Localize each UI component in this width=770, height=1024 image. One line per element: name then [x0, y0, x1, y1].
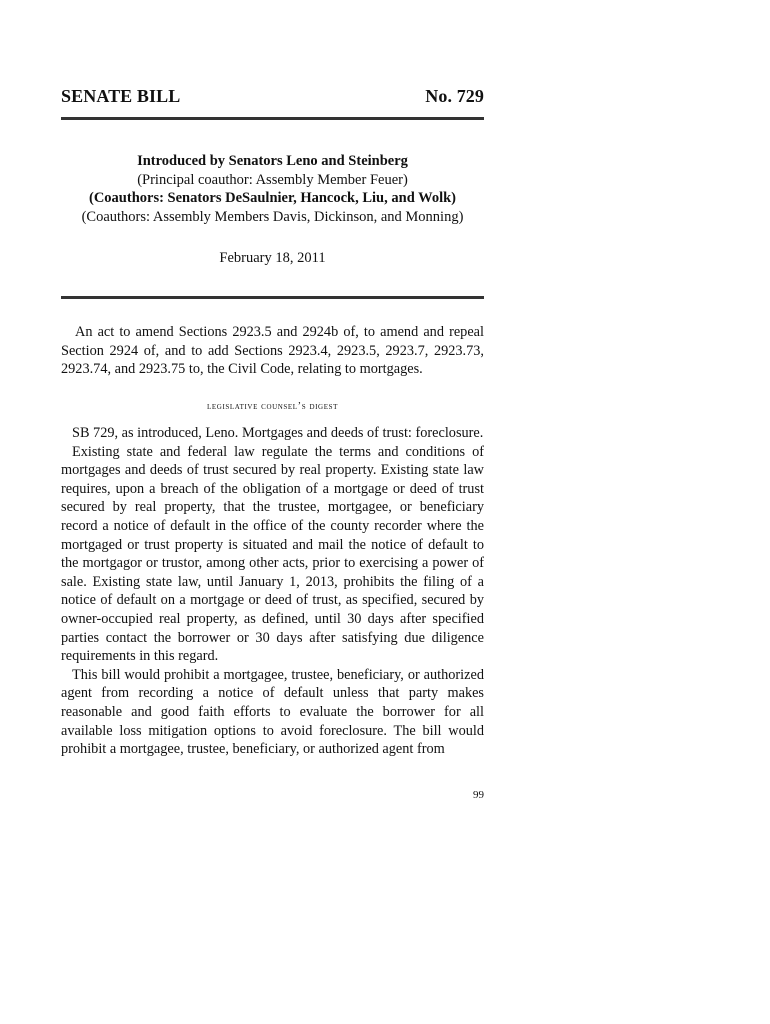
- header-rule: [61, 117, 484, 120]
- digest-paragraph: SB 729, as introduced, Leno. Mortgages and deeds of trust: foreclosure.: [72, 425, 484, 441]
- digest-title: legislative counsel’s digest: [207, 401, 338, 412]
- act-description: [61, 323, 484, 379]
- intro-rule: [61, 296, 484, 299]
- bill-type: SENATE BILL: [61, 86, 181, 106]
- digest-body: [61, 424, 484, 759]
- introduction-block: [40, 152, 505, 268]
- page-number: 99: [473, 789, 484, 801]
- introduction-date: February 18, 2011: [219, 250, 326, 266]
- bill-number: No. 729: [425, 86, 484, 106]
- senate-coauthors: (Coauthors: Senators DeSaulnier, Hancock, Liu, and Wolk): [89, 190, 456, 206]
- act-description-text: An act to amend Sections 2923.5 and 2924b of, to amend and repeal Section 2924 of, and to add Sections 2923.4, 2923.5, 2923.7, 2923.73, 2923.74, and 2923.75 to, the Civil Code, relating to mortgages.: [61, 324, 484, 378]
- principal-coauthor: (Principal coauthor: Assembly Member Feuer): [137, 171, 408, 188]
- assembly-coauthors: (Coauthors: Assembly Members Davis, Dickinson, and Monning): [81, 208, 464, 225]
- bill-header: [61, 86, 484, 107]
- introduced-by: Introduced by Senators Leno and Steinberg: [137, 153, 408, 169]
- digest-paragraph: This bill would prohibit a mortgagee, trustee, beneficiary, or authorized agent from recording a notice of default unless that party makes reasonable and good faith efforts to evaluate the borrower for all available loss mitigation options to avoid foreclosure. The bill would prohibit a mortgagee, trustee, beneficiary, or authorized agent from: [61, 666, 484, 758]
- digest-paragraph: Existing state and federal law regulate the terms and conditions of mortgages and deeds of trust secured by real property. Existing state law requires, upon a breach of the obligation of a mortgage or deed of trust secured by real property, that the trustee, mortgagee, or beneficiary record a notice of default in the office of the county recorder where the mortgaged or trust property is situated and mail the notice of default to the mortgagor or trustor, among other acts, prior to exercising a power of sale. Existing state law, until January 1, 2013, prohibits the filing of a notice of default on a mortgage or deed of trust, as specified, secured by owner-occupied real property, as defined, until 30 days after specified parties contact the borrower or 30 days after satisfying due diligence requirements in this regard.: [61, 443, 484, 665]
